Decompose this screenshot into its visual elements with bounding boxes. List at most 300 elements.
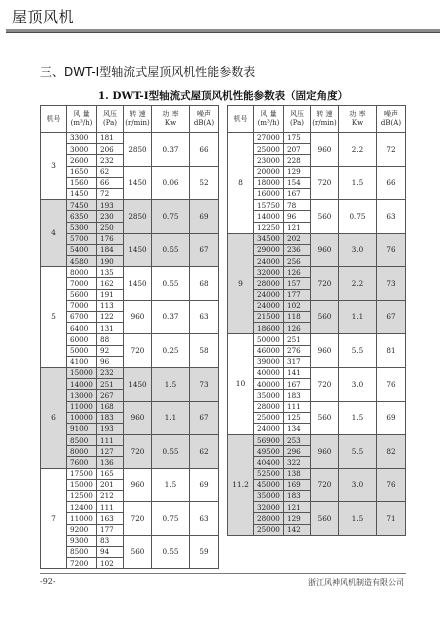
model-cell: 10 <box>228 334 254 435</box>
pressure-cell: 256 <box>284 256 311 267</box>
power-cell: 3.0 <box>339 468 377 502</box>
table-row <box>41 535 219 546</box>
speed-cell: 1450 <box>124 166 152 200</box>
airflow-cell: 11000 <box>67 513 97 524</box>
col-power <box>152 106 190 133</box>
power-cell: 0.55 <box>152 267 190 301</box>
pressure-cell: 296 <box>284 446 311 457</box>
airflow-cell: 25000 <box>254 524 284 535</box>
airflow-cell: 32000 <box>254 267 284 278</box>
noise-cell: 69 <box>377 401 406 435</box>
airflow-cell: 40400 <box>254 457 284 468</box>
table-row <box>228 267 406 278</box>
noise-cell: 63 <box>190 300 219 334</box>
pressure-cell: 157 <box>284 278 311 289</box>
pressure-cell: 121 <box>284 222 311 233</box>
pressure-cell: 184 <box>97 244 124 255</box>
airflow-cell: 1450 <box>67 188 97 199</box>
airflow-cell: 12400 <box>67 502 97 513</box>
table-row <box>228 435 406 446</box>
table-row <box>228 200 406 211</box>
pressure-cell: 66 <box>97 177 124 188</box>
power-cell: 1.1 <box>339 300 377 334</box>
page-header <box>0 0 446 54</box>
pressure-cell: 183 <box>284 390 311 401</box>
table-row <box>41 502 219 513</box>
airflow-cell: 40000 <box>254 379 284 390</box>
right-table-body <box>228 133 406 536</box>
model-cell: 5 <box>41 267 67 368</box>
col-noise <box>377 106 406 133</box>
power-cell: 3.0 <box>339 367 377 401</box>
airflow-cell: 45000 <box>254 479 284 490</box>
airflow-cell: 21500 <box>254 312 284 323</box>
pressure-cell: 102 <box>284 300 311 311</box>
table-row <box>41 233 219 244</box>
speed-cell: 560 <box>124 535 152 569</box>
table-caption: 1. DWT-Ⅰ型轴流式屋顶风机性能参数表（固定角度） <box>97 90 349 102</box>
power-cell: 5.5 <box>339 435 377 469</box>
airflow-cell: 6400 <box>67 323 97 334</box>
section-title: 三、DWT-Ⅰ型轴流式屋顶风机性能参数表 <box>40 65 256 79</box>
pressure-cell: 181 <box>97 133 124 144</box>
speed-cell: 720 <box>124 435 152 469</box>
pressure-cell: 126 <box>284 267 311 278</box>
speed-cell: 1450 <box>124 233 152 267</box>
airflow-cell: 32000 <box>254 502 284 513</box>
airflow-cell: 15750 <box>254 200 284 211</box>
pressure-cell: 168 <box>97 401 124 412</box>
table-row <box>41 468 219 479</box>
pressure-cell: 201 <box>97 479 124 490</box>
speed-cell: 960 <box>311 435 339 469</box>
table-row <box>228 133 406 144</box>
pressure-cell: 113 <box>97 300 124 311</box>
pressure-cell: 72 <box>97 188 124 199</box>
pressure-cell: 92 <box>97 345 124 356</box>
table-header-row <box>228 106 406 133</box>
col-pressure <box>284 106 311 133</box>
pressure-cell: 167 <box>284 188 311 199</box>
col-model: 机号 <box>228 106 254 133</box>
speed-cell: 2850 <box>124 200 152 234</box>
pressure-cell: 111 <box>97 435 124 446</box>
col-pressure <box>97 106 124 133</box>
power-cell: 1.5 <box>339 401 377 435</box>
noise-cell: 63 <box>190 502 219 536</box>
noise-cell: 67 <box>190 401 219 435</box>
power-cell: 1.5 <box>339 166 377 200</box>
airflow-cell: 9100 <box>67 423 97 434</box>
airflow-cell: 40000 <box>254 367 284 378</box>
table-row <box>228 233 406 244</box>
speed-cell: 720 <box>124 502 152 536</box>
noise-cell: 67 <box>377 300 406 334</box>
noise-cell: 68 <box>190 267 219 301</box>
table-row <box>41 367 219 378</box>
airflow-cell: 9300 <box>67 535 97 546</box>
noise-cell: 67 <box>190 233 219 267</box>
airflow-cell: 18000 <box>254 177 284 188</box>
pressure-cell: 207 <box>284 144 311 155</box>
speed-cell: 720 <box>124 334 152 368</box>
airflow-cell: 3000 <box>67 144 97 155</box>
col-airflow-label: 风 量 <box>260 110 277 119</box>
pressure-cell: 177 <box>284 289 311 300</box>
noise-cell: 69 <box>190 468 219 502</box>
pressure-cell: 136 <box>97 457 124 468</box>
pressure-cell: 134 <box>284 423 311 434</box>
airflow-cell: 15000 <box>67 479 97 490</box>
col-airflow-unit: (m³/h) <box>70 119 93 127</box>
col-speed-label: 转 速 <box>129 110 146 119</box>
airflow-cell: 4100 <box>67 356 97 367</box>
noise-cell: 82 <box>377 435 406 469</box>
col-noise <box>190 106 219 133</box>
speed-cell: 720 <box>311 367 339 401</box>
power-cell: 1.5 <box>339 502 377 536</box>
power-cell: 0.55 <box>152 233 190 267</box>
speed-cell: 560 <box>311 200 339 234</box>
noise-cell: 66 <box>377 166 406 200</box>
power-cell: 0.75 <box>152 200 190 234</box>
noise-cell: 73 <box>377 267 406 301</box>
power-cell: 2.2 <box>339 267 377 301</box>
power-cell: 0.37 <box>152 300 190 334</box>
airflow-cell: 29000 <box>254 244 284 255</box>
airflow-cell: 7000 <box>67 300 97 311</box>
table-row <box>228 502 406 513</box>
speed-cell: 560 <box>311 502 339 536</box>
noise-cell: 66 <box>190 133 219 167</box>
speed-cell: 720 <box>311 166 339 200</box>
pressure-cell: 96 <box>97 356 124 367</box>
table-row <box>41 267 219 278</box>
pressure-cell: 125 <box>284 412 311 423</box>
speed-cell: 720 <box>311 267 339 301</box>
airflow-cell: 16000 <box>254 188 284 199</box>
col-speed <box>124 106 152 133</box>
table-row <box>41 435 219 446</box>
airflow-cell: 49500 <box>254 446 284 457</box>
pressure-cell: 232 <box>97 367 124 378</box>
airflow-cell: 9200 <box>67 524 97 535</box>
noise-cell: 59 <box>190 535 219 569</box>
airflow-cell: 50000 <box>254 334 284 345</box>
airflow-cell: 5700 <box>67 233 97 244</box>
model-cell: 8 <box>228 133 254 234</box>
airflow-cell: 5000 <box>67 345 97 356</box>
airflow-cell: 7200 <box>67 558 97 569</box>
pressure-cell: 183 <box>97 412 124 423</box>
col-pressure-label: 风压 <box>103 110 117 119</box>
pressure-cell: 251 <box>97 379 124 390</box>
airflow-cell: 3300 <box>67 133 97 144</box>
airflow-cell: 8000 <box>67 446 97 457</box>
power-cell: 2.2 <box>339 133 377 167</box>
pressure-cell: 138 <box>284 468 311 479</box>
airflow-cell: 5300 <box>67 222 97 233</box>
table-header-row <box>41 106 219 133</box>
model-cell: 11.2 <box>228 435 254 536</box>
airflow-cell: 39000 <box>254 356 284 367</box>
power-cell: 0.25 <box>152 334 190 368</box>
airflow-cell: 1650 <box>67 166 97 177</box>
airflow-cell: 12500 <box>67 491 97 502</box>
pressure-cell: 190 <box>97 256 124 267</box>
table-row <box>228 300 406 311</box>
pressure-cell: 78 <box>284 200 311 211</box>
table-row <box>228 468 406 479</box>
header-divider <box>6 29 440 33</box>
model-cell: 3 <box>41 133 67 200</box>
pressure-cell: 121 <box>284 502 311 513</box>
pressure-cell: 129 <box>284 166 311 177</box>
pressure-cell: 88 <box>97 334 124 345</box>
pressure-cell: 102 <box>97 558 124 569</box>
pressure-cell: 96 <box>284 211 311 222</box>
noise-cell: 76 <box>377 233 406 267</box>
footer-divider <box>40 573 406 574</box>
table-row <box>228 401 406 412</box>
pressure-cell: 176 <box>97 233 124 244</box>
pressure-cell: 163 <box>97 513 124 524</box>
left-table-body <box>41 133 219 569</box>
pressure-cell: 276 <box>284 345 311 356</box>
col-power-unit: Kw <box>164 119 177 127</box>
page-title: 屋顶风机 <box>12 8 75 26</box>
noise-cell: 58 <box>190 334 219 368</box>
noise-cell: 69 <box>190 200 219 234</box>
speed-cell: 960 <box>124 401 152 435</box>
airflow-cell: 28000 <box>254 401 284 412</box>
pressure-cell: 232 <box>97 155 124 166</box>
pressure-cell: 122 <box>97 312 124 323</box>
power-cell: 1.5 <box>152 367 190 401</box>
speed-cell: 1450 <box>124 367 152 401</box>
speed-cell: 960 <box>124 468 152 502</box>
airflow-cell: 8500 <box>67 546 97 557</box>
airflow-cell: 4580 <box>67 256 97 267</box>
pressure-cell: 317 <box>284 356 311 367</box>
airflow-cell: 2600 <box>67 155 97 166</box>
col-airflow <box>67 106 97 133</box>
noise-cell: 81 <box>377 334 406 368</box>
power-cell: 1.1 <box>152 401 190 435</box>
noise-cell: 76 <box>377 367 406 401</box>
noise-cell: 62 <box>190 435 219 469</box>
noise-cell: 72 <box>377 133 406 167</box>
airflow-cell: 5400 <box>67 244 97 255</box>
table-row <box>41 300 219 311</box>
pressure-cell: 177 <box>97 524 124 535</box>
pressure-cell: 206 <box>97 144 124 155</box>
col-airflow-label: 风 量 <box>73 110 90 119</box>
model-cell: 9 <box>228 233 254 334</box>
airflow-cell: 8000 <box>67 267 97 278</box>
airflow-cell: 6350 <box>67 211 97 222</box>
pressure-cell: 253 <box>284 435 311 446</box>
noise-cell: 71 <box>377 502 406 536</box>
airflow-cell: 28000 <box>254 513 284 524</box>
pressure-cell: 111 <box>284 401 311 412</box>
col-pressure-unit: (Pa) <box>289 119 305 127</box>
col-power <box>339 106 377 133</box>
speed-cell: 720 <box>311 468 339 502</box>
airflow-cell: 35000 <box>254 491 284 502</box>
pressure-cell: 250 <box>97 222 124 233</box>
col-speed-unit: (r/min) <box>312 119 337 127</box>
pressure-cell: 129 <box>284 513 311 524</box>
pressure-cell: 212 <box>97 491 124 502</box>
pressure-cell: 94 <box>97 546 124 557</box>
airflow-cell: 34500 <box>254 233 284 244</box>
power-cell: 0.06 <box>152 166 190 200</box>
col-noise-unit: dB(A) <box>380 119 402 127</box>
pressure-cell: 165 <box>97 468 124 479</box>
pressure-cell: 127 <box>97 446 124 457</box>
col-power-label: 功 率 <box>162 110 179 119</box>
pressure-cell: 111 <box>97 502 124 513</box>
page-number: -92- <box>40 577 56 586</box>
pressure-cell: 83 <box>97 535 124 546</box>
pressure-cell: 193 <box>97 200 124 211</box>
pressure-cell: 154 <box>284 177 311 188</box>
power-cell: 0.55 <box>152 435 190 469</box>
col-pressure-unit: (Pa) <box>102 119 118 127</box>
airflow-cell: 46000 <box>254 345 284 356</box>
airflow-cell: 27000 <box>254 133 284 144</box>
col-power-unit: Kw <box>351 119 364 127</box>
airflow-cell: 18600 <box>254 323 284 334</box>
table-row <box>228 334 406 345</box>
airflow-cell: 25000 <box>254 412 284 423</box>
col-model: 机号 <box>41 106 67 133</box>
power-cell: 5.5 <box>339 334 377 368</box>
pressure-cell: 169 <box>284 479 311 490</box>
airflow-cell: 14000 <box>67 379 97 390</box>
noise-cell: 52 <box>190 166 219 200</box>
col-speed <box>311 106 339 133</box>
airflow-cell: 23000 <box>254 155 284 166</box>
airflow-cell: 25000 <box>254 144 284 155</box>
pressure-cell: 167 <box>284 379 311 390</box>
power-cell: 3.0 <box>339 233 377 267</box>
airflow-cell: 24000 <box>254 256 284 267</box>
col-noise-label: 噪声 <box>197 110 211 119</box>
col-pressure-label: 风压 <box>290 110 304 119</box>
table-row <box>41 334 219 345</box>
speed-cell: 960 <box>124 300 152 334</box>
noise-cell: 73 <box>190 367 219 401</box>
model-cell: 7 <box>41 468 67 569</box>
airflow-cell: 7450 <box>67 200 97 211</box>
company-name: 浙江风神风机制造有限公司 <box>308 578 404 587</box>
speed-cell: 2850 <box>124 133 152 167</box>
speed-cell: 560 <box>311 300 339 334</box>
power-cell: 1.5 <box>152 468 190 502</box>
pressure-cell: 230 <box>97 211 124 222</box>
pressure-cell: 118 <box>284 312 311 323</box>
power-cell: 0.55 <box>152 535 190 569</box>
speed-cell: 1450 <box>124 267 152 301</box>
speed-cell: 960 <box>311 133 339 167</box>
airflow-cell: 6000 <box>67 334 97 345</box>
pressure-cell: 236 <box>284 244 311 255</box>
noise-cell: 76 <box>377 468 406 502</box>
left-parameter-table <box>40 105 219 569</box>
right-parameter-table <box>227 105 406 536</box>
power-cell: 0.75 <box>339 200 377 234</box>
pressure-cell: 162 <box>97 278 124 289</box>
power-cell: 0.75 <box>152 502 190 536</box>
pressure-cell: 251 <box>284 334 311 345</box>
airflow-cell: 14000 <box>254 211 284 222</box>
airflow-cell: 20000 <box>254 166 284 177</box>
speed-cell: 960 <box>311 334 339 368</box>
airflow-cell: 11000 <box>67 401 97 412</box>
col-speed-label: 转 速 <box>316 110 333 119</box>
airflow-cell: 15000 <box>67 367 97 378</box>
table-row <box>41 133 219 144</box>
airflow-cell: 13000 <box>67 390 97 401</box>
model-cell: 4 <box>41 200 67 267</box>
pressure-cell: 135 <box>97 267 124 278</box>
pressure-cell: 322 <box>284 457 311 468</box>
airflow-cell: 7600 <box>67 457 97 468</box>
table-row <box>41 401 219 412</box>
pressure-cell: 141 <box>284 367 311 378</box>
airflow-cell: 12250 <box>254 222 284 233</box>
airflow-cell: 28000 <box>254 278 284 289</box>
table-row <box>228 367 406 378</box>
pressure-cell: 191 <box>97 289 124 300</box>
pressure-cell: 267 <box>97 390 124 401</box>
table-row <box>41 200 219 211</box>
speed-cell: 560 <box>311 401 339 435</box>
pressure-cell: 131 <box>97 323 124 334</box>
airflow-cell: 24000 <box>254 289 284 300</box>
airflow-cell: 24000 <box>254 423 284 434</box>
airflow-cell: 8500 <box>67 435 97 446</box>
airflow-cell: 52500 <box>254 468 284 479</box>
pressure-cell: 62 <box>97 166 124 177</box>
airflow-cell: 5600 <box>67 289 97 300</box>
pressure-cell: 193 <box>97 423 124 434</box>
col-airflow-unit: (m³/h) <box>257 119 280 127</box>
pressure-cell: 126 <box>284 323 311 334</box>
speed-cell: 960 <box>311 233 339 267</box>
col-noise-unit: dB(A) <box>193 119 215 127</box>
airflow-cell: 35000 <box>254 390 284 401</box>
pressure-cell: 183 <box>284 491 311 502</box>
col-power-label: 功 率 <box>349 110 366 119</box>
airflow-cell: 6700 <box>67 312 97 323</box>
pressure-cell: 175 <box>284 133 311 144</box>
pressure-cell: 142 <box>284 524 311 535</box>
table-row <box>41 166 219 177</box>
noise-cell: 63 <box>377 200 406 234</box>
airflow-cell: 7000 <box>67 278 97 289</box>
airflow-cell: 10000 <box>67 412 97 423</box>
power-cell: 0.37 <box>152 133 190 167</box>
col-noise-label: 噪声 <box>384 110 398 119</box>
table-row <box>228 166 406 177</box>
airflow-cell: 17500 <box>67 468 97 479</box>
col-airflow <box>254 106 284 133</box>
airflow-cell: 24000 <box>254 300 284 311</box>
pressure-cell: 228 <box>284 155 311 166</box>
